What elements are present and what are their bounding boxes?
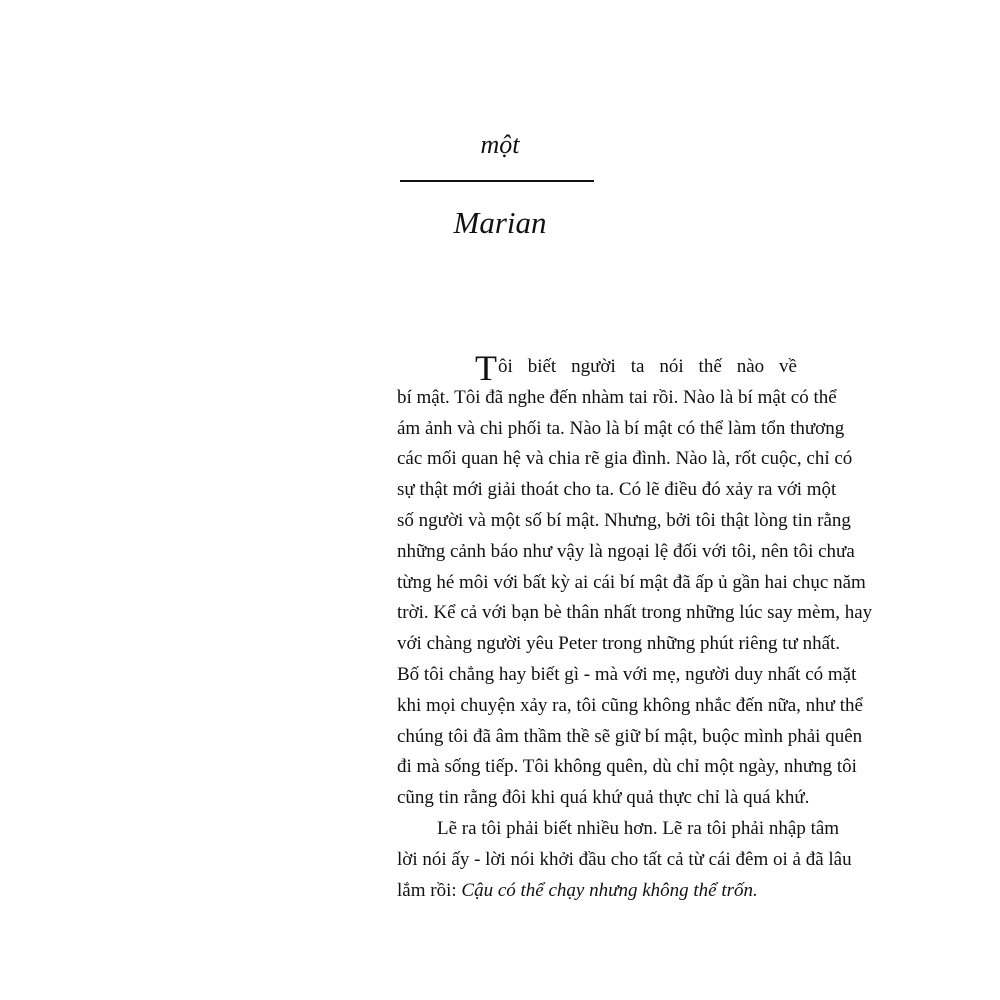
text-line: các mối quan hệ và chia rẽ gia đình. Nào là, rốt cuộc, chỉ có xyxy=(397,448,853,470)
chapter-body xyxy=(397,347,873,906)
text-line: Bố tôi chẳng hay biết gì - mà với mẹ, người duy nhất có mặt xyxy=(397,663,857,685)
chapter-number: một xyxy=(480,130,520,159)
text-line: khi mọi chuyện xảy ra, tôi cũng không nhắc đến nữa, như thể xyxy=(397,694,863,716)
text-line: lời nói ấy - lời nói khởi đầu cho tất cả từ cái đêm oi ả đã lâu xyxy=(397,848,852,870)
text-line: số người và một số bí mật. Nhưng, bởi tôi thật lòng tin rằng xyxy=(397,509,851,531)
text-line: ám ảnh và chi phối ta. Nào là bí mật có thể làm tổn thương xyxy=(397,417,845,439)
paragraph-1 xyxy=(397,347,873,814)
text-line: đi mà sống tiếp. Tôi không quên, dù chỉ một ngày, nhưng tôi xyxy=(397,756,857,778)
paragraph-2 xyxy=(397,814,852,906)
text-line: sự thật mới giải thoát cho ta. Có lẽ điều đó xảy ra với một xyxy=(397,479,837,501)
italic-quote: Cậu có thể chạy nhưng không thể trốn. xyxy=(461,879,758,901)
text-line: với chàng người yêu Peter trong những phút riêng tư nhất. xyxy=(397,633,841,655)
text-line: bí mật. Tôi đã nghe đến nhàm tai rồi. Nào là bí mật có thể xyxy=(397,386,837,408)
text-line: ôi biết người ta nói thế nào về xyxy=(498,356,797,377)
drop-cap: T xyxy=(475,347,497,388)
text-line-prefix: lắm rồi: xyxy=(397,879,462,901)
text-line: những cảnh báo như vậy là ngoại lệ đối với tôi, nên tôi chưa xyxy=(397,540,855,562)
chapter-divider xyxy=(400,180,594,182)
text-line: chúng tôi đã âm thầm thề sẽ giữ bí mật, buộc mình phải quên xyxy=(397,725,863,747)
text-line: từng hé môi với bất kỳ ai cái bí mật đã ấp ủ gần hai chục năm xyxy=(397,571,866,593)
chapter-title: Marian xyxy=(453,205,547,240)
text-line: Lẽ ra tôi phải biết nhiều hơn. Lẽ ra tôi phải nhập tâm xyxy=(437,817,840,839)
text-line: cũng tin rằng đôi khi quá khứ quả thực chỉ là quá khứ. xyxy=(397,787,810,809)
text-line: trời. Kể cả với bạn bè thân nhất trong những lúc say mèm, hay xyxy=(397,602,873,624)
paragraph-first-line xyxy=(397,347,797,388)
text-line-last xyxy=(397,876,797,907)
